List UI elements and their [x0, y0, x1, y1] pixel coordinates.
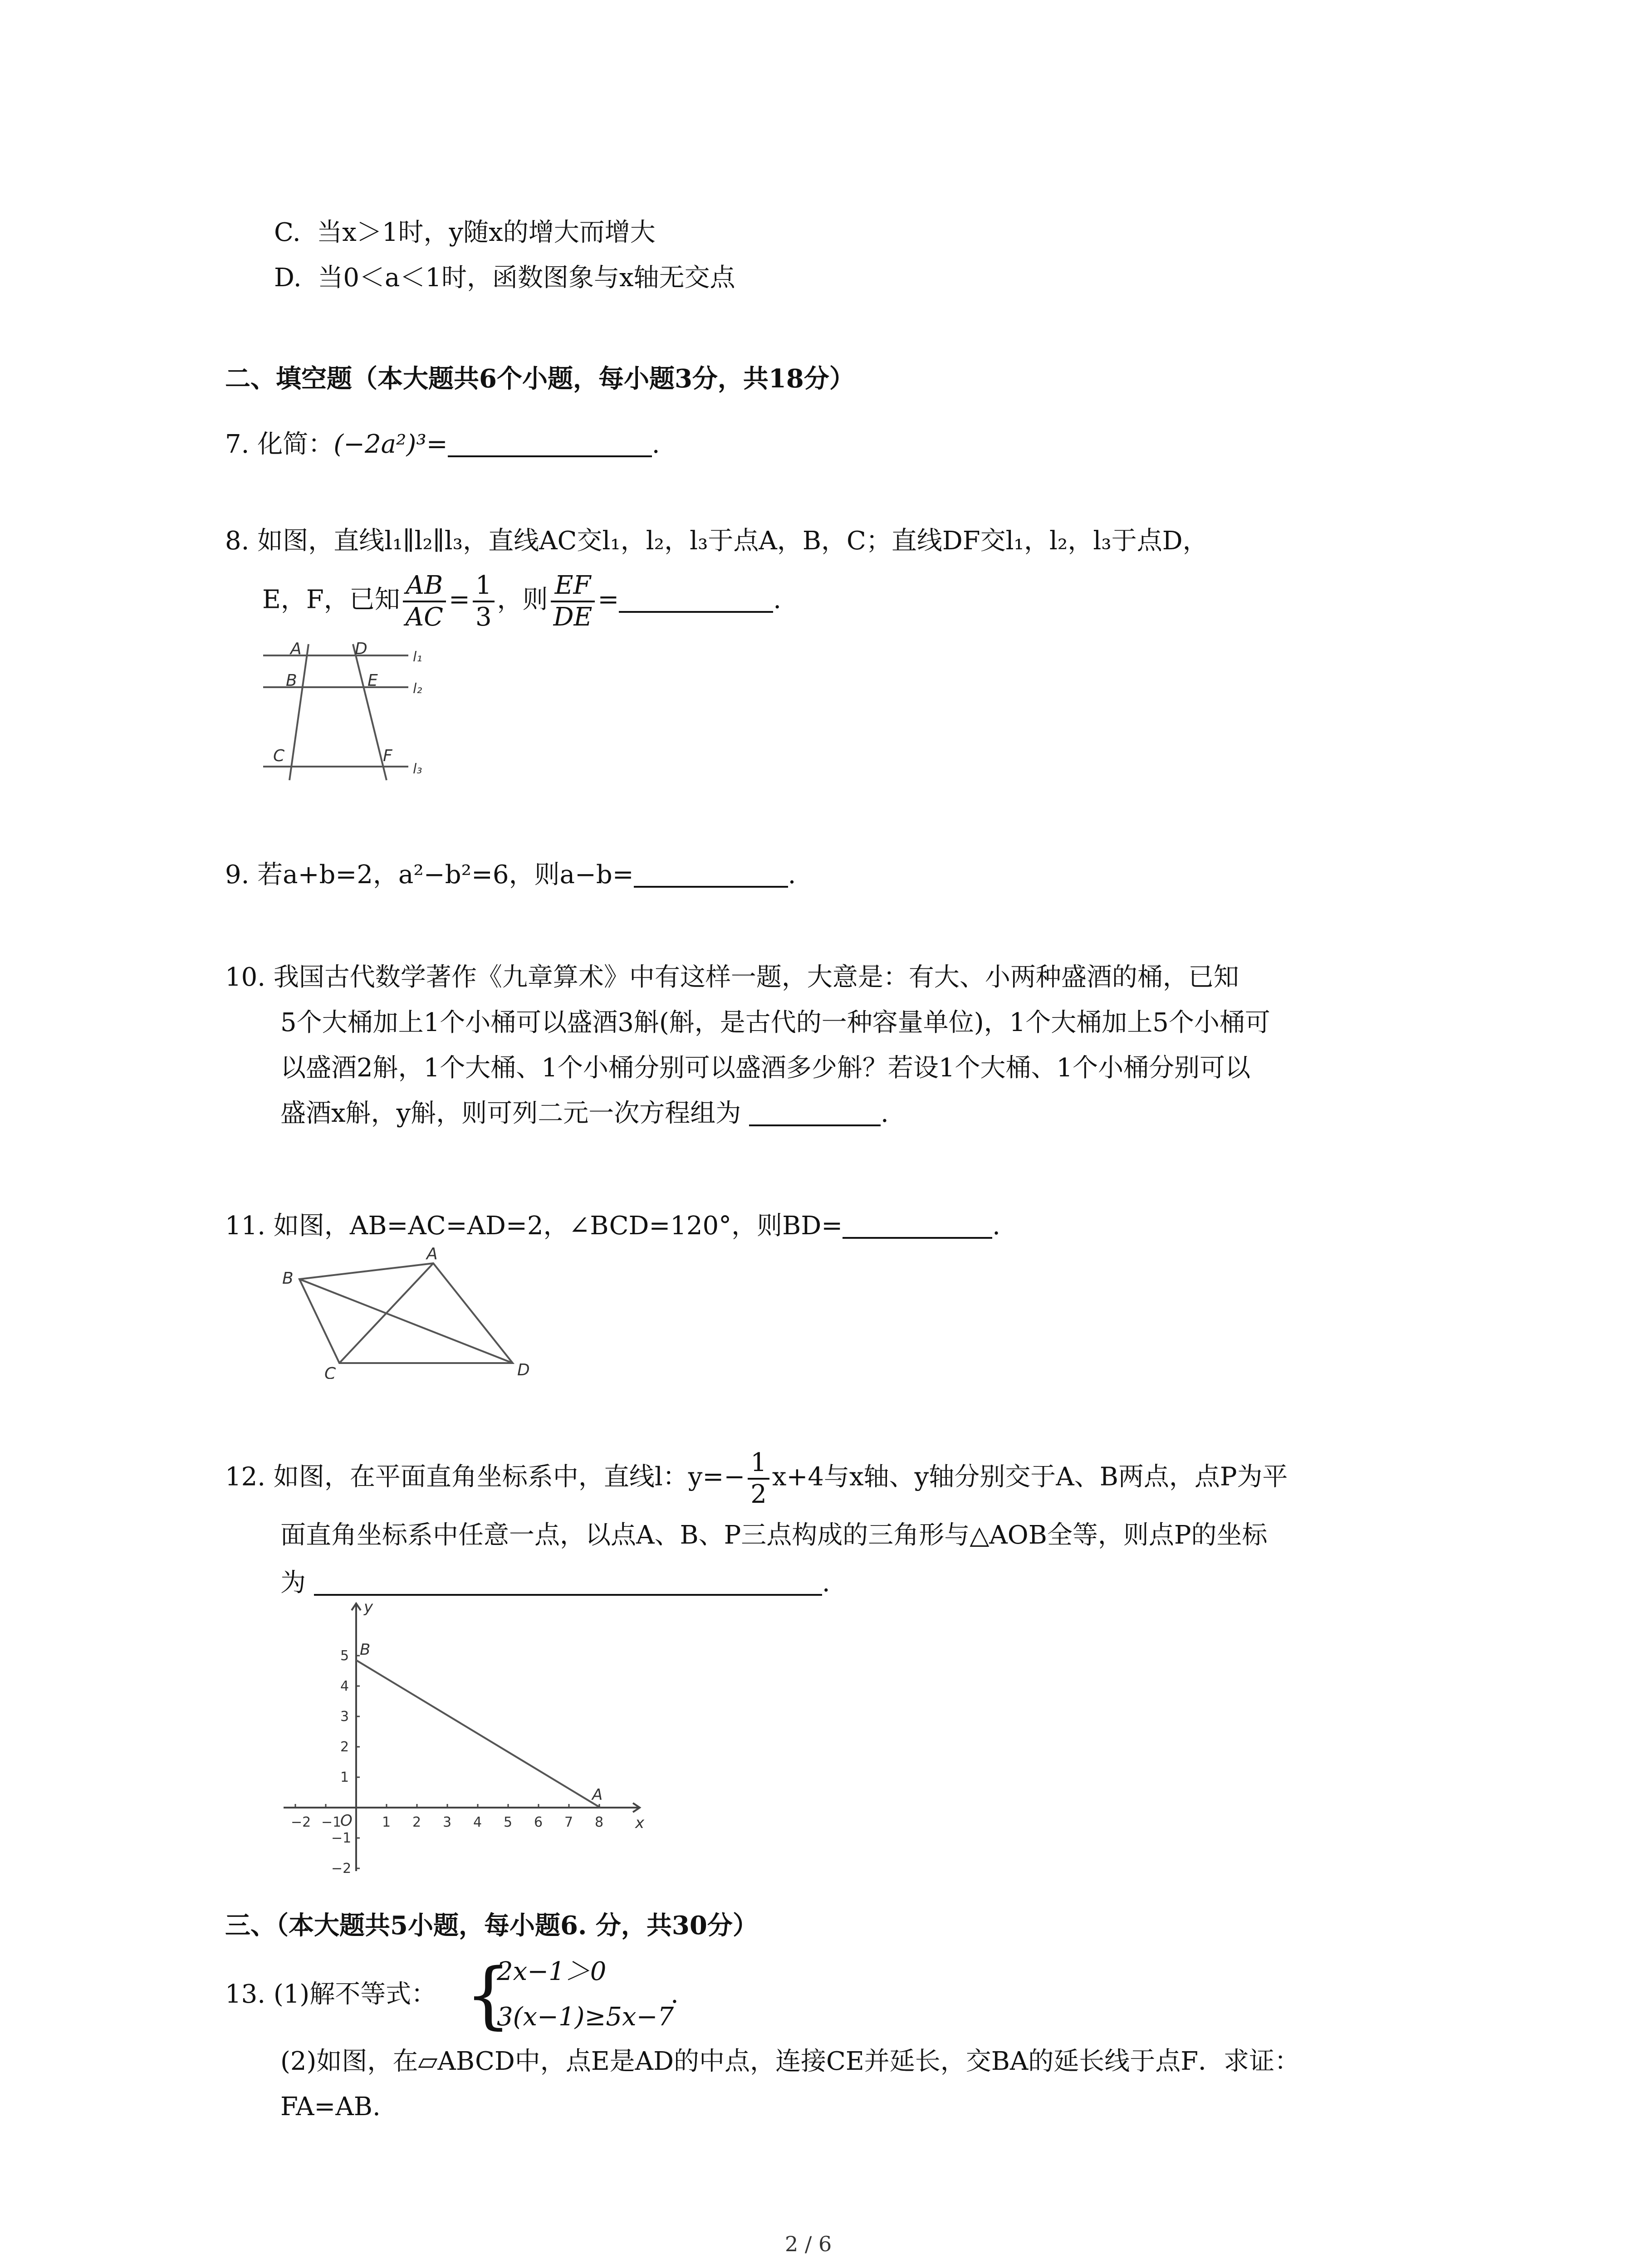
x-tick-label: 8 — [595, 1814, 604, 1830]
y-tick-label: −2 — [331, 1861, 352, 1877]
q13-part1 — [225, 1979, 436, 2010]
quadrilateral-bacd — [299, 1263, 513, 1363]
q12-end: . — [822, 1568, 830, 1598]
question-7 — [225, 429, 660, 460]
q9-answer-blank[interactable] — [634, 860, 788, 888]
q11-text: 如图，AB=AC=AD=2，∠BCD=120°，则BD= — [273, 1211, 843, 1241]
q10-line3: 以盛酒2斛，1个大桶、1个小桶分别可以盛酒多少斛？若设1个大桶、1个小桶分别可以 — [280, 1053, 1251, 1083]
q12-line1 — [225, 1448, 1288, 1510]
y-axis-label: y — [364, 1598, 373, 1616]
q10-answer-blank[interactable] — [749, 1099, 881, 1126]
page-number: 2 / 6 — [785, 2232, 832, 2256]
q12-fraction-one-half — [748, 1448, 769, 1510]
fig8-label-c: C — [273, 747, 285, 765]
y-tick-label: −1 — [331, 1830, 352, 1846]
q11-quadrilateral-figure — [272, 1243, 544, 1379]
point-b-label: B — [360, 1641, 371, 1659]
q8-text-line1: 如图，直线l₁∥l₂∥l₃，直线AC交l₁，l₂，l₃于点A，B，C；直线DF交l₁，l₂，l₃于点D， — [257, 526, 1208, 556]
q12-line3 — [280, 1567, 830, 1599]
q10-line4 — [280, 1098, 889, 1129]
q7-expression: (−2a²)³= — [333, 430, 448, 459]
q10-text-line4: 盛酒x斛，y斛，则可列二元一次方程组为 — [280, 1099, 741, 1128]
q8-frac1-numerator: AB — [403, 571, 446, 602]
q13-part2-line1: (2)如图，在▱ABCD中，点E是AD的中点，连接CE并延长，交BA的延长线于点F．求证： — [280, 2047, 1300, 2076]
q12-line1-prefix: 如图，在平面直角坐标系中，直线l：y=− — [273, 1462, 745, 1492]
option-c — [274, 217, 656, 249]
q9-number: 9. — [225, 860, 250, 890]
q12-text-line3: 为 — [280, 1568, 306, 1598]
fig8-label-l2: l₂ — [413, 681, 422, 697]
q12-coordinate-plane — [277, 1597, 649, 1878]
q8-frac3-numerator: EF — [551, 571, 595, 602]
x-tick-label: 7 — [564, 1814, 573, 1830]
question-11 — [225, 1210, 1000, 1242]
x-tick-label: 4 — [473, 1814, 482, 1830]
q10-end: . — [881, 1099, 889, 1128]
q11-end: . — [992, 1211, 1000, 1241]
q13-inequality-1: 2x−1＞0 — [497, 1957, 607, 1986]
point-a-label: A — [592, 1786, 603, 1804]
q13-part1-prefix: (1)解不等式： — [273, 1980, 437, 2009]
q12-answer-blank[interactable] — [314, 1569, 822, 1596]
y-tick-label: 2 — [340, 1739, 349, 1755]
q12-frac-denominator: 2 — [750, 1480, 767, 1509]
x-axis-label: x — [635, 1814, 645, 1832]
section3-title: 三、（本大题共5小题，每小题6. 分，共30分） — [225, 1911, 758, 1941]
line-l-ab — [356, 1660, 600, 1808]
question-9 — [225, 859, 796, 891]
q12-frac-numerator: 1 — [748, 1448, 769, 1480]
q8-frac2-numerator: 1 — [473, 571, 495, 602]
fig8-label-d: D — [355, 640, 367, 658]
q8-equals-1: = — [449, 585, 470, 615]
y-tick-label: 3 — [340, 1709, 349, 1725]
q9-text: 若a+b=2，a²−b²=6，则a−b= — [257, 860, 634, 890]
q8-fraction-one-third — [473, 571, 495, 632]
x-tick-label: 1 — [382, 1814, 391, 1830]
q10-line1 — [225, 962, 1239, 993]
q8-equals-2: = — [598, 585, 619, 615]
q7-prefix: 化简： — [257, 430, 334, 459]
option-d-label: D. — [274, 263, 302, 293]
q10-text-line1: 我国古代数学著作《九章算术》中有这样一题，大意是：有大、小两种盛酒的桶，已知 — [273, 963, 1239, 992]
q8-answer-blank[interactable] — [619, 586, 773, 613]
fig11-label-a: A — [426, 1245, 438, 1263]
fig11-label-b: B — [282, 1269, 294, 1288]
x-tick-label: −2 — [291, 1814, 311, 1830]
q8-then: ，则 — [497, 585, 548, 615]
q9-end: . — [788, 860, 796, 890]
option-c-text: 当x＞1时，y随x的增大而增大 — [317, 218, 656, 247]
y-tick-label: 4 — [340, 1678, 349, 1694]
line-ac — [289, 644, 309, 780]
q7-number: 7. — [225, 430, 250, 459]
q8-number: 8. — [225, 526, 250, 556]
q7-end: . — [652, 430, 660, 459]
option-d-text: 当0＜a＜1时，函数图象与x轴无交点 — [318, 263, 735, 293]
q8-fraction-ef-de — [551, 571, 595, 632]
q8-frac2-denominator: 3 — [475, 602, 492, 632]
q8-line2 — [262, 571, 781, 632]
y-tick-label: 5 — [340, 1648, 349, 1664]
q13-system-brace: { — [465, 1952, 511, 2037]
fig8-label-l3: l₃ — [413, 761, 422, 777]
x-tick-label: 3 — [443, 1814, 452, 1830]
x-tick-label: 5 — [504, 1814, 513, 1830]
segment-ac — [339, 1263, 433, 1363]
q8-frac1-denominator: AC — [405, 602, 444, 632]
option-c-label: C. — [274, 218, 301, 247]
x-tick-label: 6 — [534, 1814, 543, 1830]
fig8-label-l1: l₁ — [413, 649, 422, 665]
q13-part1-end: . — [671, 1980, 679, 2009]
q11-answer-blank[interactable] — [843, 1212, 992, 1239]
line-df — [353, 644, 387, 780]
q11-number: 11. — [225, 1211, 266, 1241]
q8-line1 — [225, 525, 1208, 557]
section2-title: 二、填空题（本大题共6个小题，每小题3分，共18分） — [225, 364, 855, 394]
q13-inequality-2: 3(x−1)≥5x−7 — [497, 2002, 674, 2032]
q13-part2-line2: FA=AB. — [280, 2092, 381, 2121]
fig8-label-e: E — [367, 671, 378, 690]
fig11-label-c: C — [324, 1364, 336, 1379]
q13-number: 13. — [225, 1980, 266, 2009]
q8-line2-prefix: E，F，已知 — [262, 585, 400, 615]
q8-fraction-ab-ac — [403, 571, 446, 632]
fig11-label-d: D — [517, 1361, 530, 1379]
y-tick-label: 1 — [340, 1769, 349, 1785]
q10-line2: 5个大桶加上1个小桶可以盛酒3斛(斛，是古代的一种容量单位)，1个大桶加上5个小桶可 — [280, 1008, 1270, 1037]
q7-answer-blank[interactable] — [448, 430, 652, 457]
q8-end: . — [773, 585, 782, 615]
origin-label: O — [340, 1812, 353, 1830]
option-d — [274, 262, 735, 294]
x-tick-label: −1 — [321, 1814, 342, 1830]
q8-frac3-denominator: DE — [553, 602, 593, 632]
q12-line2: 面直角坐标系中任意一点，以点A、B、P三点构成的三角形与△AOB全等，则点P的坐标 — [280, 1520, 1268, 1550]
x-tick-label: 2 — [412, 1814, 421, 1830]
q10-number: 10. — [225, 963, 266, 992]
fig8-label-f: F — [383, 747, 392, 765]
q12-line1-suffix: x+4与x轴、y轴分别交于A、B两点，点P为平 — [772, 1462, 1288, 1492]
q12-number: 12. — [225, 1462, 266, 1492]
fig8-label-b: B — [286, 671, 297, 690]
q8-parallel-lines-figure — [254, 640, 445, 794]
fig8-label-a: A — [290, 640, 302, 658]
